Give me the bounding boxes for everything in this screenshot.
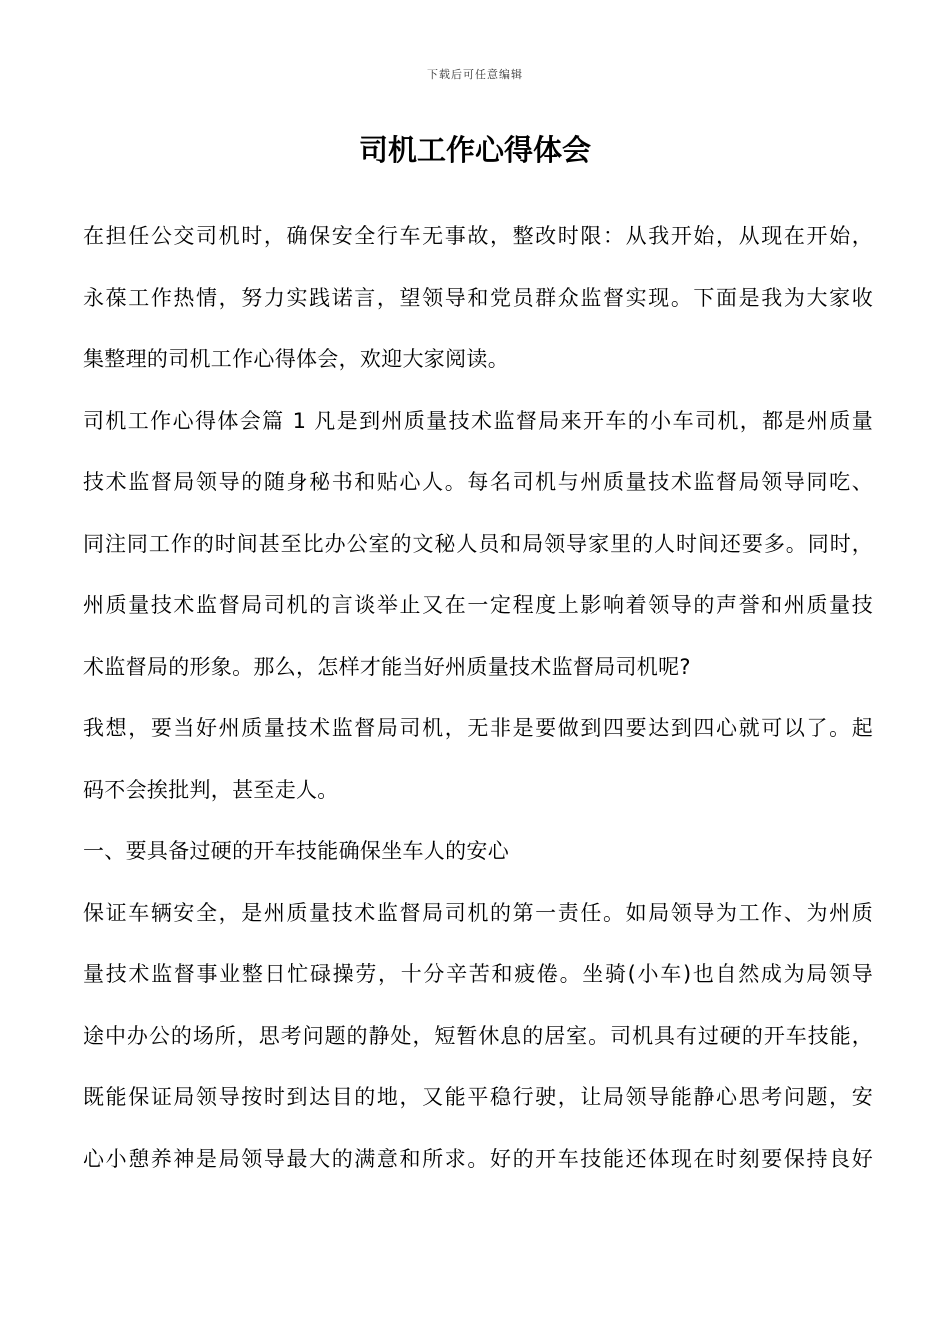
header-note: 下载后可任意编辑 [427,68,523,81]
document-body [83,206,873,1190]
document-title: 司机工作心得体会 [358,133,591,167]
body-line: 州质量技术监督局司机的言谈举止又在一定程度上影响着领导的声誉和州质量技 [83,593,873,617]
body-line: 集整理的司机工作心得体会，欢迎大家阅读。 [83,347,509,371]
body-line: 术监督局的形象。那么，怎样才能当好州质量技术监督局司机呢? [83,654,691,679]
section-heading: 一、要具备过硬的开车技能确保坐车人的安心 [83,839,509,863]
body-line: 既能保证局领导按时到达目的地，又能平稳行驶，让局领导能静心思考问题，安 [83,1085,873,1109]
body-line: 心小憩养神是局领导最大的满意和所求。好的开车技能还体现在时刻要保持良好 [83,1146,873,1171]
body-line: 在担任公交司机时，确保安全行车无事故，整改时限：从我开始，从现在开始， [83,224,873,248]
body-line: 司机工作心得体会篇 1 凡是到州质量技术监督局来开车的小车司机，都是州质量 [83,408,873,433]
body-line: 永葆工作热情，努力实践诺言，望领导和党员群众监督实现。下面是我为大家收 [83,285,873,310]
body-line: 码不会挨批判，甚至走人。 [83,777,339,802]
body-line: 途中办公的场所，思考问题的静处，短暂休息的居室。司机具有过硬的开车技能， [83,1023,873,1048]
body-line: 保证车辆安全，是州质量技术监督局司机的第一责任。如局领导为工作、为州质 [83,900,873,925]
body-line: 我想，要当好州质量技术监督局司机，无非是要做到四要达到四心就可以了。起 [83,716,873,740]
body-line: 同注同工作的时间甚至比办公室的文秘人员和局领导家里的人时间还要多。同时， [83,531,873,556]
body-line: 量技术监督事业整日忙碌操劳，十分辛苦和疲倦。坐骑(小车)也自然成为局领导 [83,962,873,986]
body-line: 技术监督局领导的随身秘书和贴心人。每名司机与州质量技术监督局领导同吃、 [83,470,873,494]
